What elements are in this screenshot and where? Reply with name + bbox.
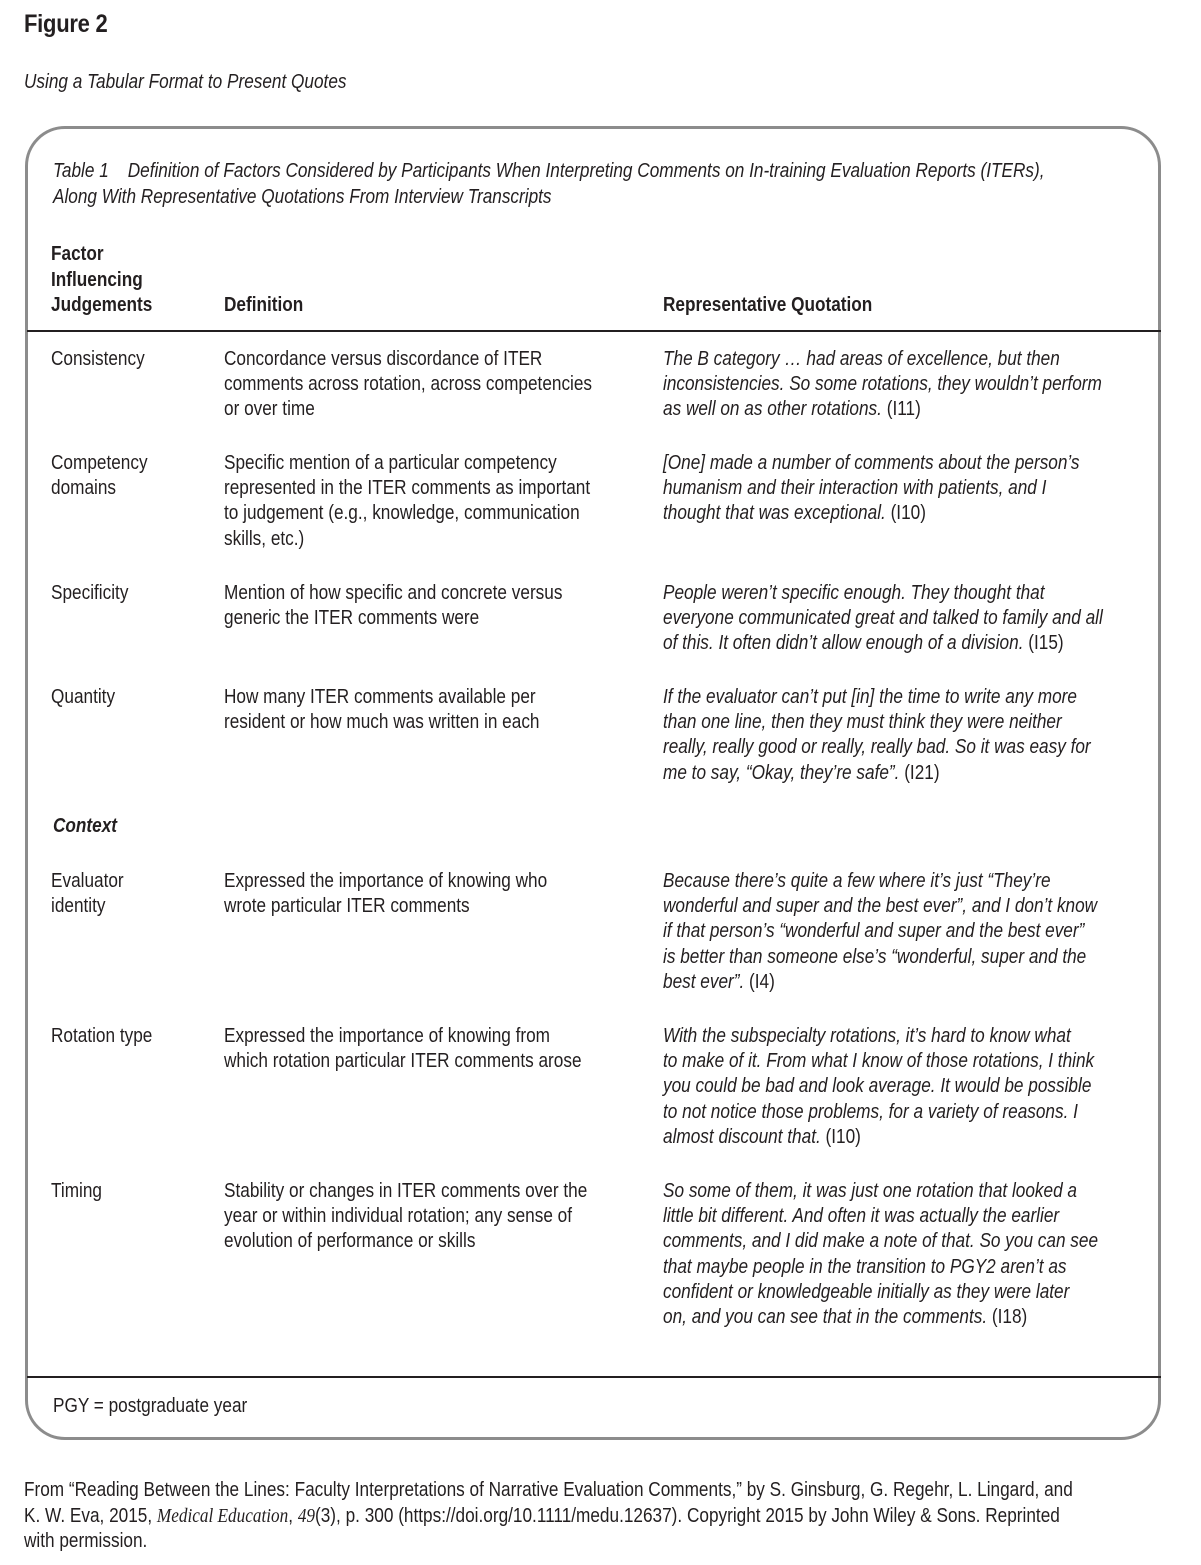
- definition-cell: Stability or changes in ITER comments over the year or within individual rotation; any sense of evolution of performance or skills: [224, 1180, 588, 1253]
- quotation-cell: If the evaluator can’t put [in] the time to write any more than one line, then they must think they were neither really, really good or really, really bad. So it was easy for me to say, “Okay, they’re safe”. (I21): [663, 686, 1091, 784]
- factor-cell: Consistency: [51, 348, 145, 370]
- header-definition: Definition: [224, 294, 304, 316]
- factor-cell: Timing: [51, 1180, 102, 1202]
- quotation-cell: So some of them, it was just one rotation that looked a little bit different. And often it was actually the earlier comments, and I did make a note of that. So you can see that maybe people in the transition to PGY2 aren’t as confident or knowledgeable initially as they were later on, and you can see that in the comments. (I18): [663, 1180, 1099, 1329]
- interview-ref: (I4): [749, 970, 775, 993]
- factor-cell: Specificity: [51, 582, 129, 604]
- source-citation: From “Reading Between the Lines: Faculty Interpretations of Narrative Evaluation Comments,” by S. Ginsburg, G. Regehr, L. Lingard, and K. W. Eva, 2015, Medical Education, 49(3), p. 300 (https://doi.org/10.1111/medu.12637). Copyright 2015 by John Wiley & Sons. Reprinted with permission.: [24, 1479, 1073, 1552]
- factor-cell: Quantity: [51, 686, 116, 708]
- section-label-context: Context: [53, 815, 118, 837]
- journal-volume: 49: [297, 1504, 316, 1527]
- interview-ref: (I11): [886, 398, 921, 421]
- figure-subtitle: Using a Tabular Format to Present Quotes: [24, 71, 347, 93]
- factor-cell: Evaluator identity: [51, 870, 124, 918]
- table-label: Table 1: [53, 160, 109, 182]
- caption-line-2: Along With Representative Quotations From Interview Transcripts: [53, 186, 552, 208]
- header-rule: [27, 330, 1161, 332]
- header-factor: Factor Influencing Judgements: [51, 243, 153, 316]
- factor-cell: Rotation type: [51, 1025, 153, 1047]
- factor-cell: Competency domains: [51, 452, 148, 500]
- definition-cell: Expressed the importance of knowing who wrote particular ITER comments: [224, 870, 548, 918]
- caption-line-1: Definition of Factors Considered by Participants When Interpreting Comments on In-training Evaluation Reports (ITERs),: [127, 160, 1045, 182]
- interview-ref: (I21): [904, 761, 940, 784]
- quotation-cell: The B category … had areas of excellence, but then inconsistencies. So some rotations, they wouldn’t perform as well on as other rotations. (I11): [663, 348, 1102, 421]
- journal-name: Medical Education: [156, 1504, 289, 1527]
- definition-cell: Expressed the importance of knowing from which rotation particular ITER comments arose: [224, 1025, 582, 1073]
- definition-cell: How many ITER comments available per resident or how much was written in each: [224, 686, 540, 734]
- table-caption: [53, 158, 1045, 210]
- footer-rule: [27, 1376, 1161, 1378]
- definition-cell: Mention of how specific and concrete versus generic the ITER comments were: [224, 582, 563, 630]
- quotation-cell: With the subspecialty rotations, it’s hard to know what to make of it. From what I know of those rotations, I think you could be bad and look average. It would be possible to not notice those problems, for a variety of reasons. I almost discount that. (I10): [663, 1025, 1095, 1148]
- interview-ref: (I10): [890, 502, 926, 525]
- interview-ref: (I18): [991, 1306, 1028, 1329]
- definition-cell: Specific mention of a particular competency represented in the ITER comments as important to judgement (e.g., knowledge, communication skills, etc.): [224, 452, 591, 550]
- quotation-cell: People weren’t specific enough. They thought that everyone communicated great and talked to family and all of this. It often didn’t allow enough of a division. (I15): [663, 582, 1103, 655]
- quotation-cell: Because there’s quite a few where it’s just “They’re wonderful and super and the best ever”, and I don’t know if that person’s “wonderful and super and the best ever” is better than someone else’s “wonderful, super and the best ever”. (I4): [663, 870, 1098, 993]
- header-quotation: Representative Quotation: [663, 294, 873, 316]
- figure-title: Figure 2: [24, 10, 108, 38]
- interview-ref: (I15): [1028, 632, 1064, 655]
- interview-ref: (I10): [825, 1125, 861, 1148]
- quotation-cell: [One] made a number of comments about the person’s humanism and their interaction with patients, and I thought that was exceptional. (I10): [663, 452, 1080, 525]
- definition-cell: Concordance versus discordance of ITER comments across rotation, across competencies or over time: [224, 348, 593, 421]
- table-note: PGY = postgraduate year: [53, 1395, 248, 1417]
